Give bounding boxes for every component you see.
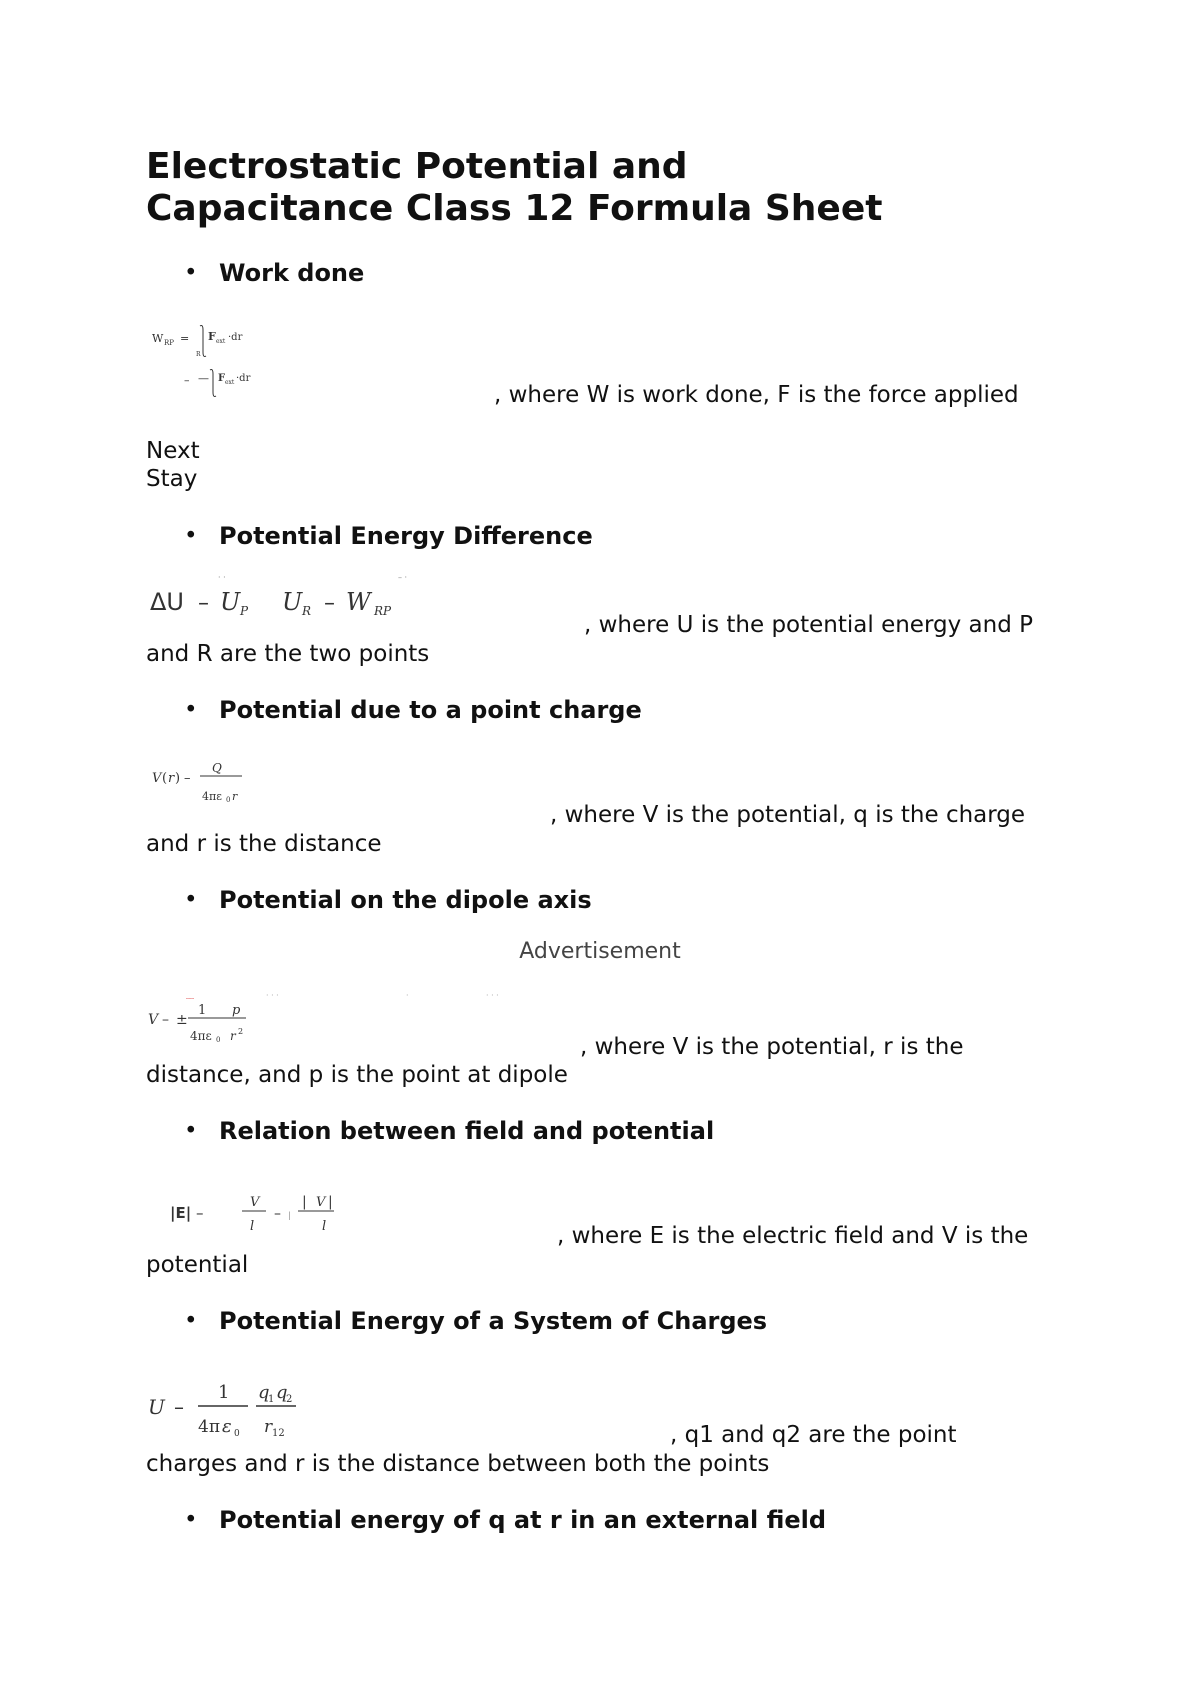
svg-text:–: – (198, 591, 209, 616)
system-of-charges-description-line-2: charges and r is the distance between both the points (146, 1451, 770, 1477)
svg-text:U: U (282, 588, 303, 616)
svg-text:2: 2 (238, 1027, 244, 1036)
svg-text:4πε: 4πε (190, 1029, 212, 1043)
svg-text:RP: RP (164, 339, 174, 347)
svg-text:0: 0 (234, 1429, 240, 1439)
section-heading-field-potential-relation: Relation between field and potential (219, 1117, 715, 1145)
section-heading-system-of-charges: Potential Energy of a System of Charges (219, 1307, 768, 1335)
svg-text:): ) (175, 771, 181, 786)
svg-text:1: 1 (268, 1394, 275, 1405)
svg-text:r: r (264, 1417, 273, 1437)
svg-text:﹏: ﹏ (186, 991, 194, 1000)
svg-text:4π: 4π (198, 1417, 220, 1437)
svg-text:· ·: · · (218, 573, 226, 582)
work-done-formula-image (150, 316, 280, 406)
advertisement-label: Advertisement (519, 939, 681, 964)
svg-text:·dr: ·dr (228, 332, 243, 343)
system-of-charges-description-line-1: , q1 and q2 are the point (670, 1422, 957, 1448)
point-charge-potential-formula-image (150, 758, 260, 808)
svg-text:p: p (232, 1003, 241, 1018)
svg-text:U: U (220, 588, 241, 616)
potential-energy-difference-formula-image (148, 572, 428, 622)
svg-text:V: V (152, 771, 162, 786)
title-line-1: Electrostatic Potential and (146, 146, 688, 187)
svg-text:2: 2 (286, 1394, 293, 1405)
point-charge-potential-description-line-2: and r is the distance (146, 831, 382, 857)
svg-text:–: – (184, 374, 190, 387)
next-label[interactable]: Next (146, 438, 200, 464)
svg-text:RP: RP (374, 604, 392, 618)
svg-text:–: – (324, 591, 335, 616)
svg-text:– ·: – · (398, 573, 408, 582)
section-heading-external-field-energy: Potential energy of q at r in an external field (219, 1506, 827, 1534)
field-potential-description-line-1: , where E is the electric field and V is the (557, 1223, 1029, 1249)
svg-text:±: ± (176, 1012, 188, 1028)
svg-text:|E|: |E| (170, 1204, 192, 1222)
svg-text:ext: ext (225, 379, 235, 386)
page-title (146, 146, 1106, 230)
svg-text:r: r (230, 1029, 236, 1043)
svg-text:1: 1 (218, 1382, 230, 1403)
svg-text:|: | (328, 1194, 333, 1210)
potential-energy-difference-description-line-1: , where U is the potential energy and P (584, 612, 1033, 638)
bullet-icon: • (184, 1507, 198, 1533)
svg-text:–: – (274, 1206, 281, 1222)
svg-text:q: q (276, 1382, 288, 1403)
svg-text:· · ·: · · · (486, 991, 499, 1000)
svg-text:12: 12 (272, 1428, 285, 1439)
svg-text:4πε: 4πε (202, 790, 222, 803)
section-heading-potential-energy-difference: Potential Energy Difference (219, 522, 593, 550)
bullet-icon: • (184, 1118, 198, 1144)
svg-text:Q: Q (212, 761, 222, 775)
svg-text:ext: ext (216, 338, 226, 345)
svg-text:F: F (208, 330, 216, 343)
svg-text:–: – (162, 1012, 169, 1028)
svg-text:P: P (240, 604, 249, 618)
svg-text:—: — (198, 372, 209, 385)
bullet-icon: • (184, 1308, 198, 1334)
point-charge-potential-description-line-1: , where V is the potential, q is the charge (550, 802, 1026, 828)
section-heading-work-done: Work done (219, 259, 365, 287)
svg-text:1: 1 (198, 1003, 207, 1018)
svg-text:V: V (148, 1012, 159, 1028)
potential-energy-difference-description-line-2: and R are the two points (146, 641, 430, 667)
dipole-axis-formula-image (146, 990, 596, 1050)
svg-text:r: r (168, 771, 175, 786)
svg-text:|: | (288, 1211, 291, 1220)
svg-text:R: R (196, 351, 201, 358)
svg-text:l: l (250, 1219, 255, 1234)
svg-text:U: U (148, 1395, 165, 1419)
svg-text:r: r (232, 790, 238, 803)
svg-text:R: R (302, 604, 312, 618)
section-heading-dipole-axis: Potential on the dipole axis (219, 886, 592, 914)
stay-label[interactable]: Stay (146, 466, 198, 492)
section-heading-potential-point-charge: Potential due to a point charge (219, 696, 642, 724)
svg-text:·: · (406, 991, 409, 1000)
work-done-description: , where W is work done, F is the force applied (494, 382, 1019, 408)
svg-text:0: 0 (216, 1036, 221, 1044)
system-of-charges-formula-image (146, 1372, 326, 1442)
svg-text:W: W (346, 588, 371, 616)
svg-text:=: = (180, 332, 190, 345)
bullet-icon: • (184, 697, 198, 723)
svg-text:ΔU: ΔU (150, 588, 184, 616)
bullet-icon: • (184, 260, 198, 286)
svg-text:·dr: ·dr (236, 373, 251, 384)
svg-text:V: V (316, 1195, 326, 1210)
svg-text:–: – (196, 1204, 204, 1222)
field-potential-formula-image (166, 1186, 356, 1242)
dipole-axis-description-line-1: , where V is the potential, r is the (580, 1034, 964, 1060)
svg-text:(: ( (162, 771, 168, 786)
svg-text:–: – (174, 1395, 184, 1419)
field-potential-description-line-2: potential (146, 1252, 249, 1278)
bullet-icon: • (184, 887, 198, 913)
svg-text:V: V (250, 1195, 260, 1210)
svg-text:W: W (152, 332, 164, 345)
svg-text:· · ·: · · · (266, 991, 279, 1000)
svg-text:–: – (184, 771, 191, 786)
svg-text:F: F (218, 373, 226, 384)
svg-text:q: q (258, 1382, 270, 1403)
svg-text:ε: ε (222, 1416, 232, 1437)
bullet-icon: • (184, 523, 198, 549)
svg-text:|: | (302, 1194, 307, 1210)
svg-text:l: l (322, 1219, 327, 1234)
dipole-axis-description-line-2: distance, and p is the point at dipole (146, 1062, 568, 1088)
svg-text:0: 0 (226, 796, 231, 804)
title-line-2: Capacitance Class 12 Formula Sheet (146, 188, 883, 229)
